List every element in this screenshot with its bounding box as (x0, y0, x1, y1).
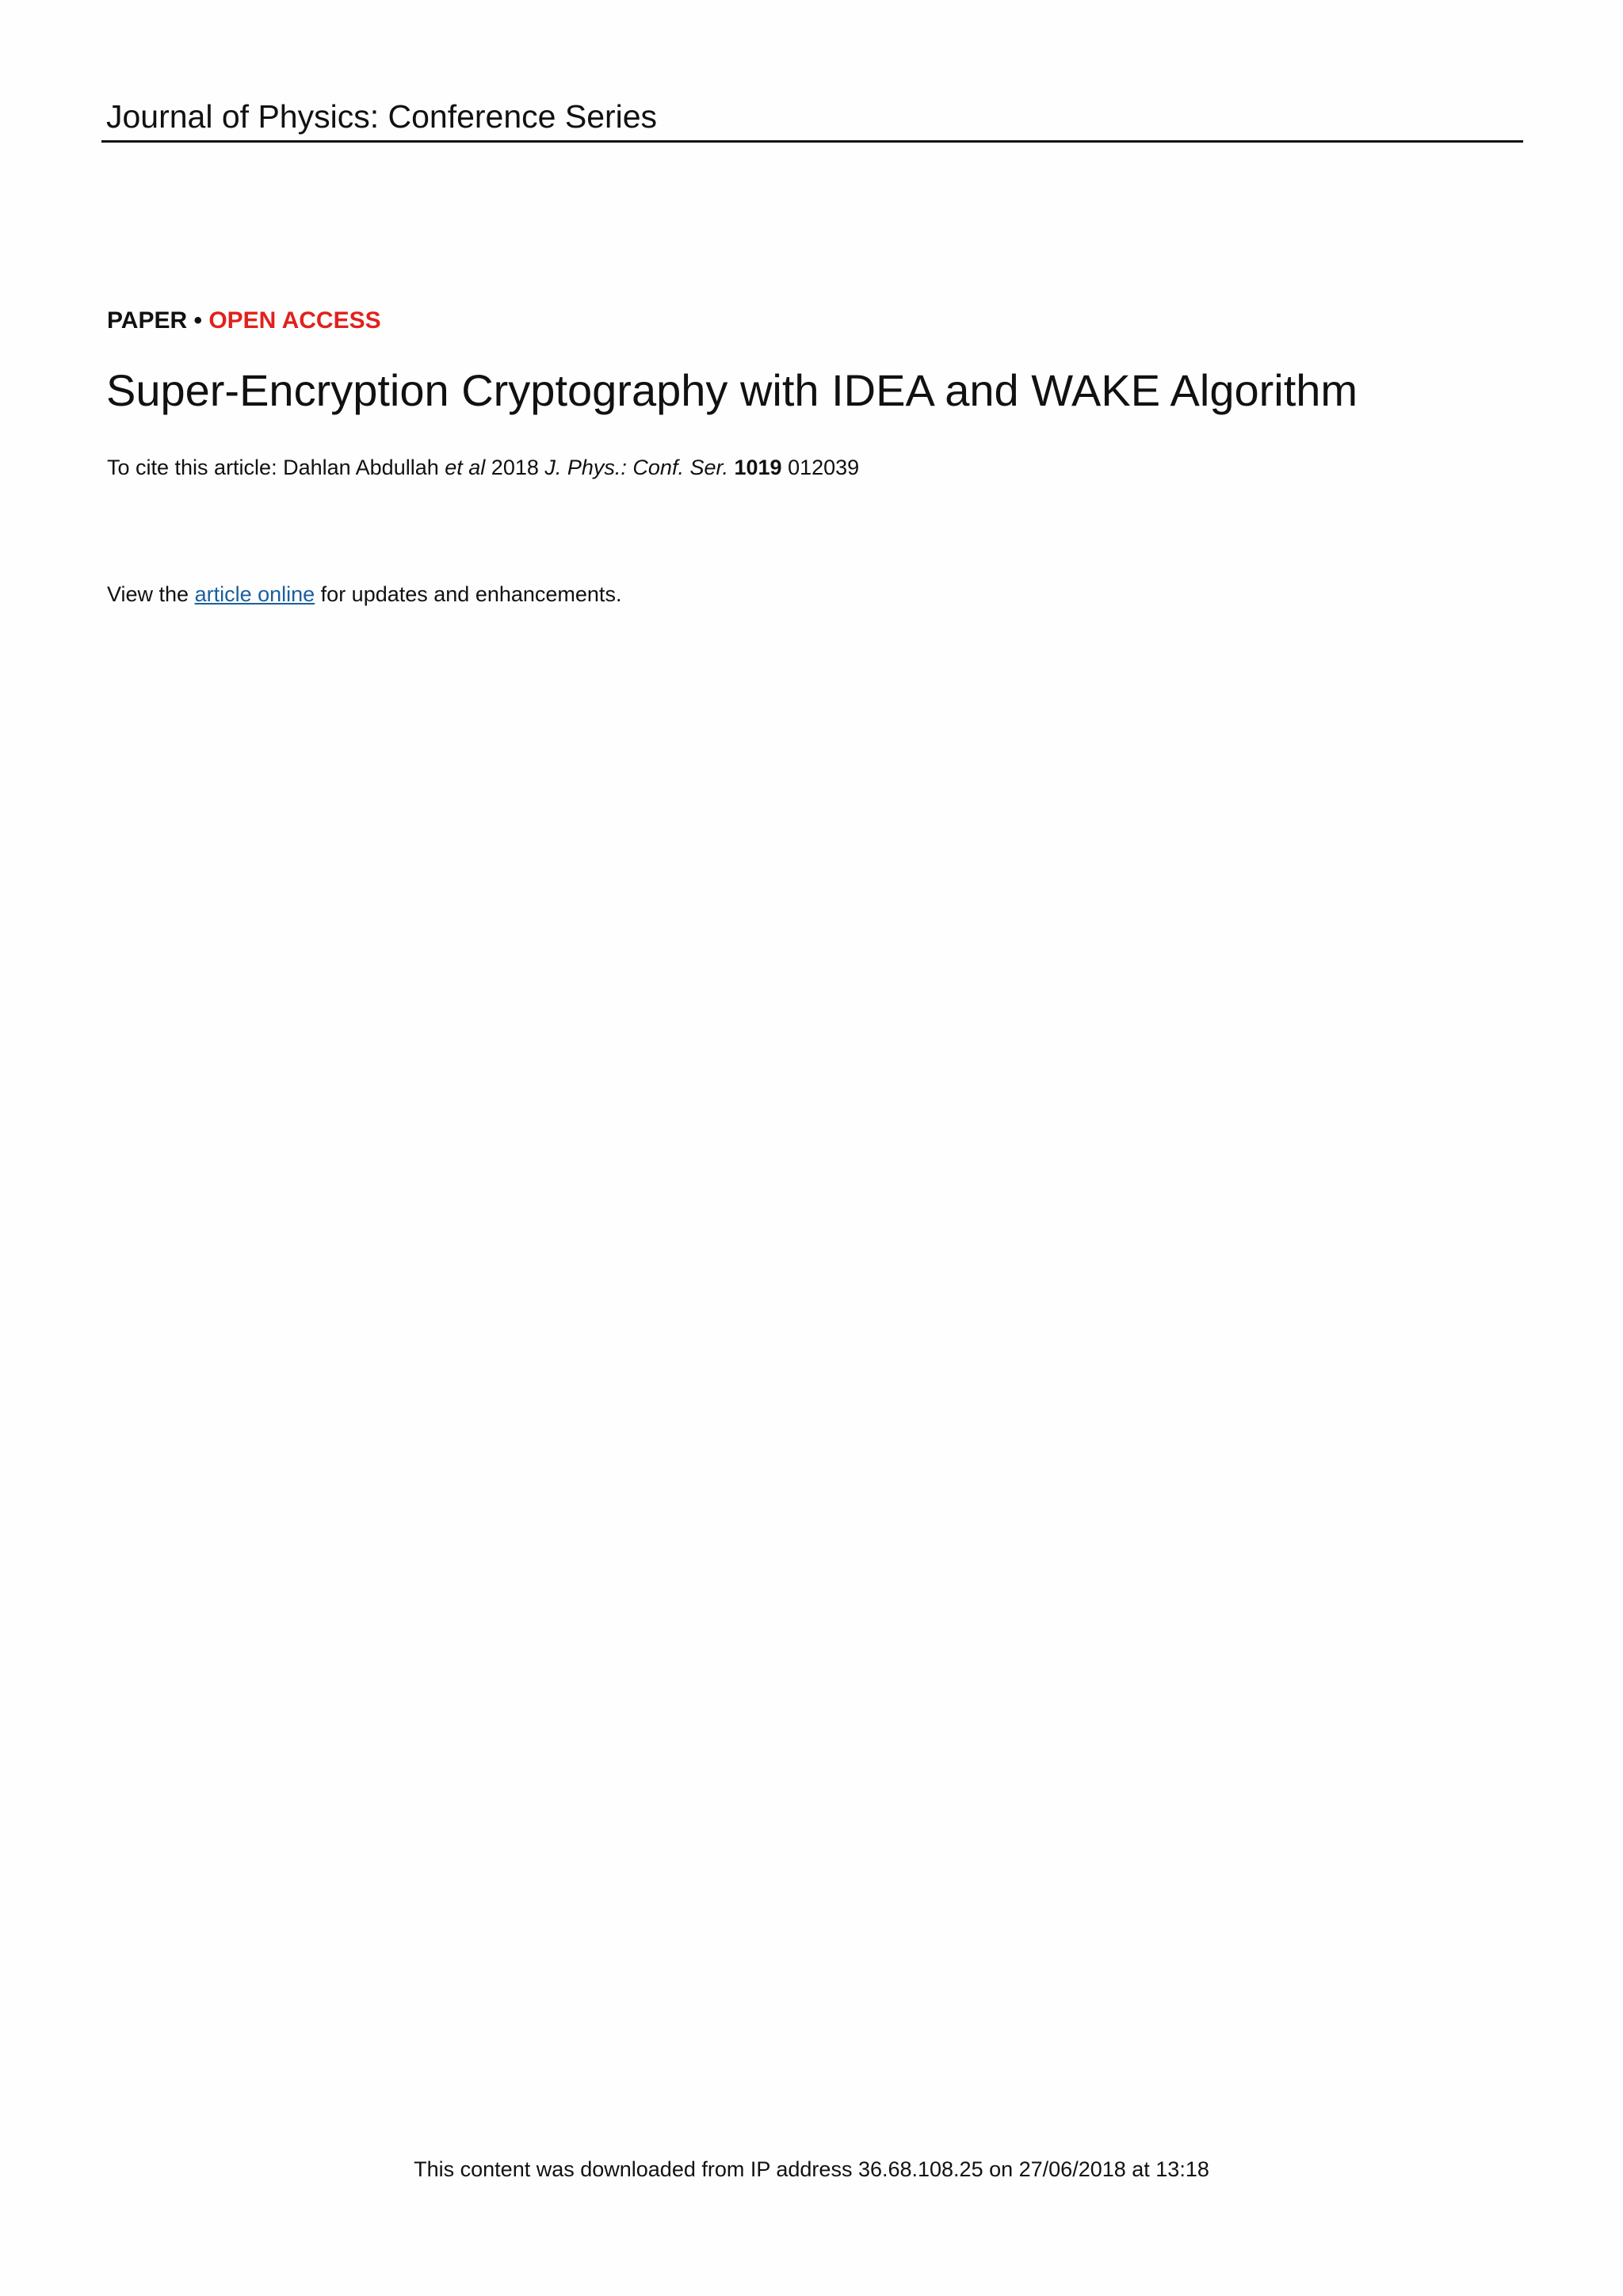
view-online-suffix: for updates and enhancements. (315, 582, 622, 606)
download-note: This content was downloaded from IP address 36.68.108.25 on 27/06/2018 at 13:18 (414, 2157, 1209, 2181)
article-type-separator: • (187, 307, 209, 334)
open-access-label: OPEN ACCESS (208, 307, 381, 334)
article-type-line (107, 305, 381, 337)
citation-line (107, 453, 859, 482)
citation-article-number: 012039 (781, 456, 860, 479)
citation-prefix: To cite this article: Dahlan Abdullah (107, 456, 445, 479)
citation-et-al: et al (445, 456, 486, 479)
view-online-prefix: View the (107, 582, 195, 606)
article-title: Super-Encryption Cryptography with IDEA and WAKE Algorithm (106, 365, 1358, 415)
citation-volume: 1019 (734, 456, 782, 479)
article-type-label: PAPER (107, 307, 188, 334)
journal-title: Journal of Physics: Conference Series (106, 98, 658, 135)
citation-year: 2018 (485, 456, 545, 479)
citation-journal-abbrev: J. Phys.: Conf. Ser. (544, 456, 728, 479)
article-online-link[interactable]: article online (194, 582, 315, 606)
journal-header (101, 97, 1523, 143)
view-online-line (107, 580, 621, 608)
